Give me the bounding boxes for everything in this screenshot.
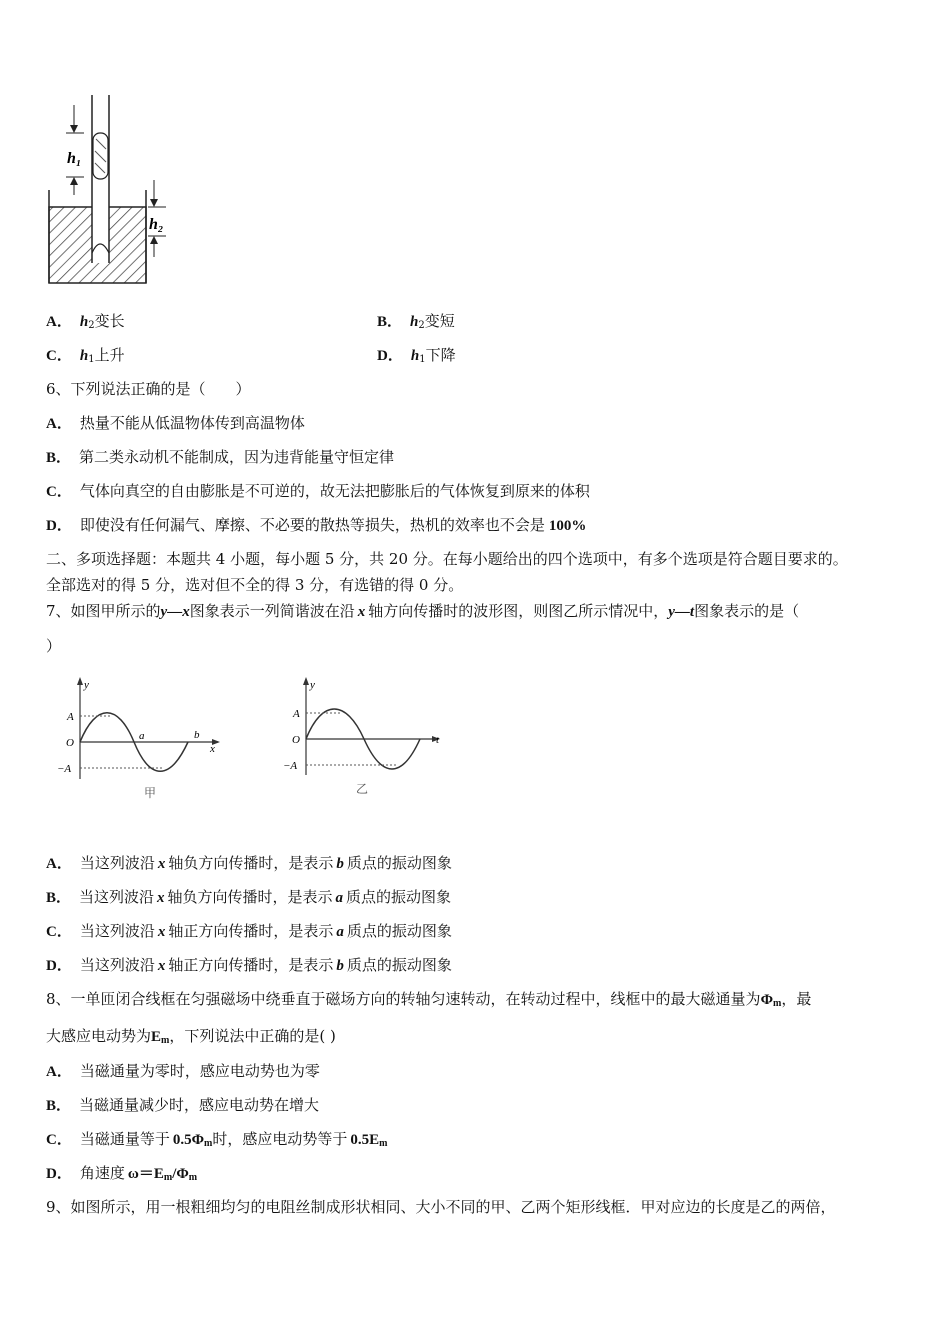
svg-text:−A: −A: [57, 763, 72, 775]
q8-stem-line2: 大感应电动势为$E_m$，下列说法中正确的是( ): [46, 1027, 336, 1046]
svg-text:O: O: [292, 734, 300, 746]
q6-option-a[interactable]: A． 热量不能从低温物体传到高温物体: [46, 414, 305, 432]
caption-yi: 乙: [356, 782, 369, 796]
q8-option-c[interactable]: C． 当磁通量等于 $0.5\Phi_m$时，感应电动势等于 $0.5E_m$: [46, 1130, 388, 1149]
q8-stem-line1: 8、一单匝闭合线框在匀强磁场中绕垂直于磁场方向的转轴匀速转动，在转动过程中，线框中的最大磁通量为$\Phi_m$，最: [46, 990, 812, 1009]
q8-option-a[interactable]: A． 当磁通量为零时，感应电动势也为零: [46, 1062, 320, 1080]
svg-text:O: O: [66, 737, 74, 749]
svg-text:y: y: [310, 679, 315, 691]
svg-text:x: x: [210, 743, 215, 755]
tube-diagram: [40, 95, 180, 290]
svg-text:t: t: [436, 734, 440, 746]
q6-stem: 6、下列说法正确的是（ ）: [46, 380, 251, 398]
q5-option-a[interactable]: A． $h_2$变长: [46, 312, 125, 331]
svg-text:A: A: [293, 708, 300, 720]
q7-option-b[interactable]: B． 当这列波沿 x 轴负方向传播时，是表示 a 质点的振动图象: [46, 888, 452, 906]
wave-graph-yi: [278, 675, 458, 800]
q9-stem: 9、如图所示，用一根粗细均匀的电阻丝制成形状相同、大小不同的甲、乙两个矩形线框．甲对应边的长度是乙的两倍，: [46, 1198, 836, 1216]
caption-jia: 甲: [144, 786, 157, 800]
section2-line1: 二、多项选择题：本题共 4 小题，每小题 5 分，共 20 分。在每小题给出的四个选项中，有多个选项是符合题目要求的。: [46, 550, 848, 568]
q7-stem-close: ）: [46, 637, 62, 655]
wave-graph-jia: [52, 675, 232, 800]
q5-option-d[interactable]: D． $h_1$下降: [377, 346, 456, 365]
label-h1: h₁: [67, 150, 82, 167]
q7-option-a[interactable]: A． 当这列波沿 x 轴负方向传播时，是表示 b 质点的振动图象: [46, 854, 452, 872]
section2-line2: 全部选对的得 5 分，选对但不全的得 3 分，有选错的得 0 分。: [46, 576, 464, 594]
q6-option-b[interactable]: B． 第二类永动机不能制成，因为违背能量守恒定律: [46, 448, 395, 466]
svg-text:A: A: [67, 711, 74, 723]
q6-option-c[interactable]: C． 气体向真空的自由膨胀是不可逆的，故无法把膨胀后的气体恢复到原来的体积: [46, 482, 590, 500]
q7-option-d[interactable]: D． 当这列波沿 x 轴正方向传播时，是表示 b 质点的振动图象: [46, 956, 452, 974]
svg-text:−A: −A: [283, 760, 298, 772]
q5-option-c[interactable]: C． $h_1$上升: [46, 346, 125, 365]
q5-option-b[interactable]: B． $h_2$变短: [377, 312, 455, 331]
q8-option-b[interactable]: B． 当磁通量减少时，感应电动势在增大: [46, 1096, 320, 1114]
svg-text:y: y: [84, 679, 89, 691]
q7-option-c[interactable]: C． 当这列波沿 x 轴正方向传播时，是表示 a 质点的振动图象: [46, 922, 452, 940]
label-h2: h₂: [149, 216, 164, 233]
q6-option-d[interactable]: D． 即使没有任何漏气、摩擦、不必要的散热等损失，热机的效率也不会是 100%: [46, 516, 587, 534]
q7-stem: 7、如图甲所示的y—x图象表示一列简谐波在沿 x 轴方向传播时的波形图，则图乙所示情况中，y—t图象表示的是（: [46, 602, 800, 620]
point-a: a: [139, 730, 145, 742]
q8-option-d[interactable]: D． 角速度 $\omega=E_m/\Phi_m$: [46, 1164, 198, 1183]
point-b: b: [194, 729, 200, 741]
